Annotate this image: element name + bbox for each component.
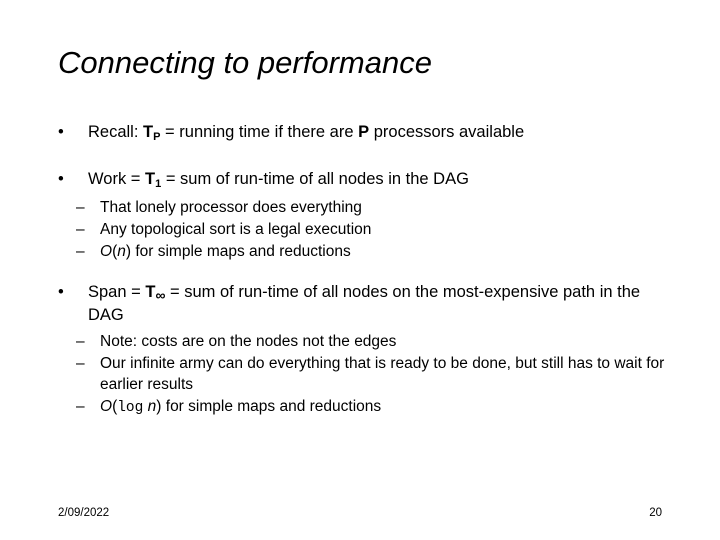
bullet-item bbox=[54, 281, 674, 327]
bullet-text bbox=[88, 283, 640, 324]
sub-bullet-text: Note: costs are on the nodes not the edges bbox=[100, 333, 397, 350]
sub-bullet-marker: – bbox=[76, 355, 85, 372]
bullet-text bbox=[88, 123, 524, 141]
bullet-text-mid: = sum of run-time of all nodes in the DAG bbox=[161, 170, 469, 188]
sub-bullet-item bbox=[54, 197, 674, 218]
sub-bullet-marker: – bbox=[76, 398, 85, 415]
bullet-text-prefix: Work = bbox=[88, 170, 146, 188]
bullet-text-prefix: Span = bbox=[88, 283, 146, 301]
sub-bullet-item bbox=[54, 241, 674, 262]
sub-bullet-item bbox=[54, 353, 674, 395]
bullet-text bbox=[88, 170, 469, 188]
bullet-text-end: processors available bbox=[369, 123, 525, 141]
sub-bullet-marker: – bbox=[76, 199, 85, 216]
bullet-symbol-subscript: 1 bbox=[155, 178, 162, 190]
bullet-text-bold: P bbox=[358, 123, 370, 141]
bullet-text-prefix: Recall: bbox=[88, 123, 144, 141]
complexity-log: log bbox=[117, 400, 144, 416]
sub-bullet-text-rest: for simple maps and reductions bbox=[131, 243, 351, 260]
bullet-marker: • bbox=[58, 123, 64, 141]
complexity-o: O bbox=[100, 398, 113, 415]
bullet-symbol: T bbox=[143, 123, 154, 141]
paren-close: ) bbox=[125, 243, 132, 260]
sub-bullet-text bbox=[100, 243, 351, 260]
paren-open: ( bbox=[112, 398, 118, 415]
sub-bullet-item bbox=[54, 396, 674, 419]
sub-bullet-marker: – bbox=[76, 243, 85, 260]
complexity-var: n bbox=[143, 398, 157, 415]
complexity-o: O bbox=[100, 243, 113, 260]
paren-open: ( bbox=[112, 243, 118, 260]
slide-body bbox=[54, 121, 674, 420]
sub-bullet-text: That lonely processor does everything bbox=[100, 199, 362, 216]
page-title: Connecting to performance bbox=[58, 45, 432, 80]
sub-bullet-text: Any topological sort is a legal execution bbox=[100, 221, 372, 238]
bullet-marker: • bbox=[58, 170, 64, 188]
bullet-symbol: T bbox=[145, 283, 156, 301]
sub-bullet-marker: – bbox=[76, 221, 85, 238]
footer-date: 2/09/2022 bbox=[58, 507, 110, 519]
complexity-var: n bbox=[117, 243, 126, 260]
sub-bullet-text-rest: for simple maps and reductions bbox=[161, 398, 382, 415]
bullet-marker: • bbox=[58, 283, 64, 301]
sub-bullet-list bbox=[54, 331, 674, 419]
bullet-symbol: T bbox=[145, 170, 156, 188]
footer-page-number: 20 bbox=[649, 507, 662, 519]
sub-bullet-text bbox=[100, 398, 381, 415]
bullet-symbol-subscript: P bbox=[153, 131, 161, 143]
bullet-symbol-subscript: ∞ bbox=[155, 287, 166, 303]
spacer bbox=[54, 160, 674, 168]
bullet-text-mid: = running time if there are bbox=[160, 123, 359, 141]
spacer bbox=[54, 263, 674, 281]
bullet-text-mid: = sum of run-time of all nodes on the most-expensive path in the DAG bbox=[88, 283, 641, 324]
sub-bullet-text: Our infinite army can do everything that is ready to be done, but still has to wait for earlier results bbox=[100, 355, 665, 393]
sub-bullet-marker: – bbox=[76, 333, 85, 350]
bullet-item bbox=[54, 121, 674, 146]
bullet-item bbox=[54, 168, 674, 193]
sub-bullet-item bbox=[54, 219, 674, 240]
paren-close: ) bbox=[156, 398, 162, 415]
sub-bullet-item bbox=[54, 331, 674, 352]
sub-bullet-list bbox=[54, 197, 674, 262]
